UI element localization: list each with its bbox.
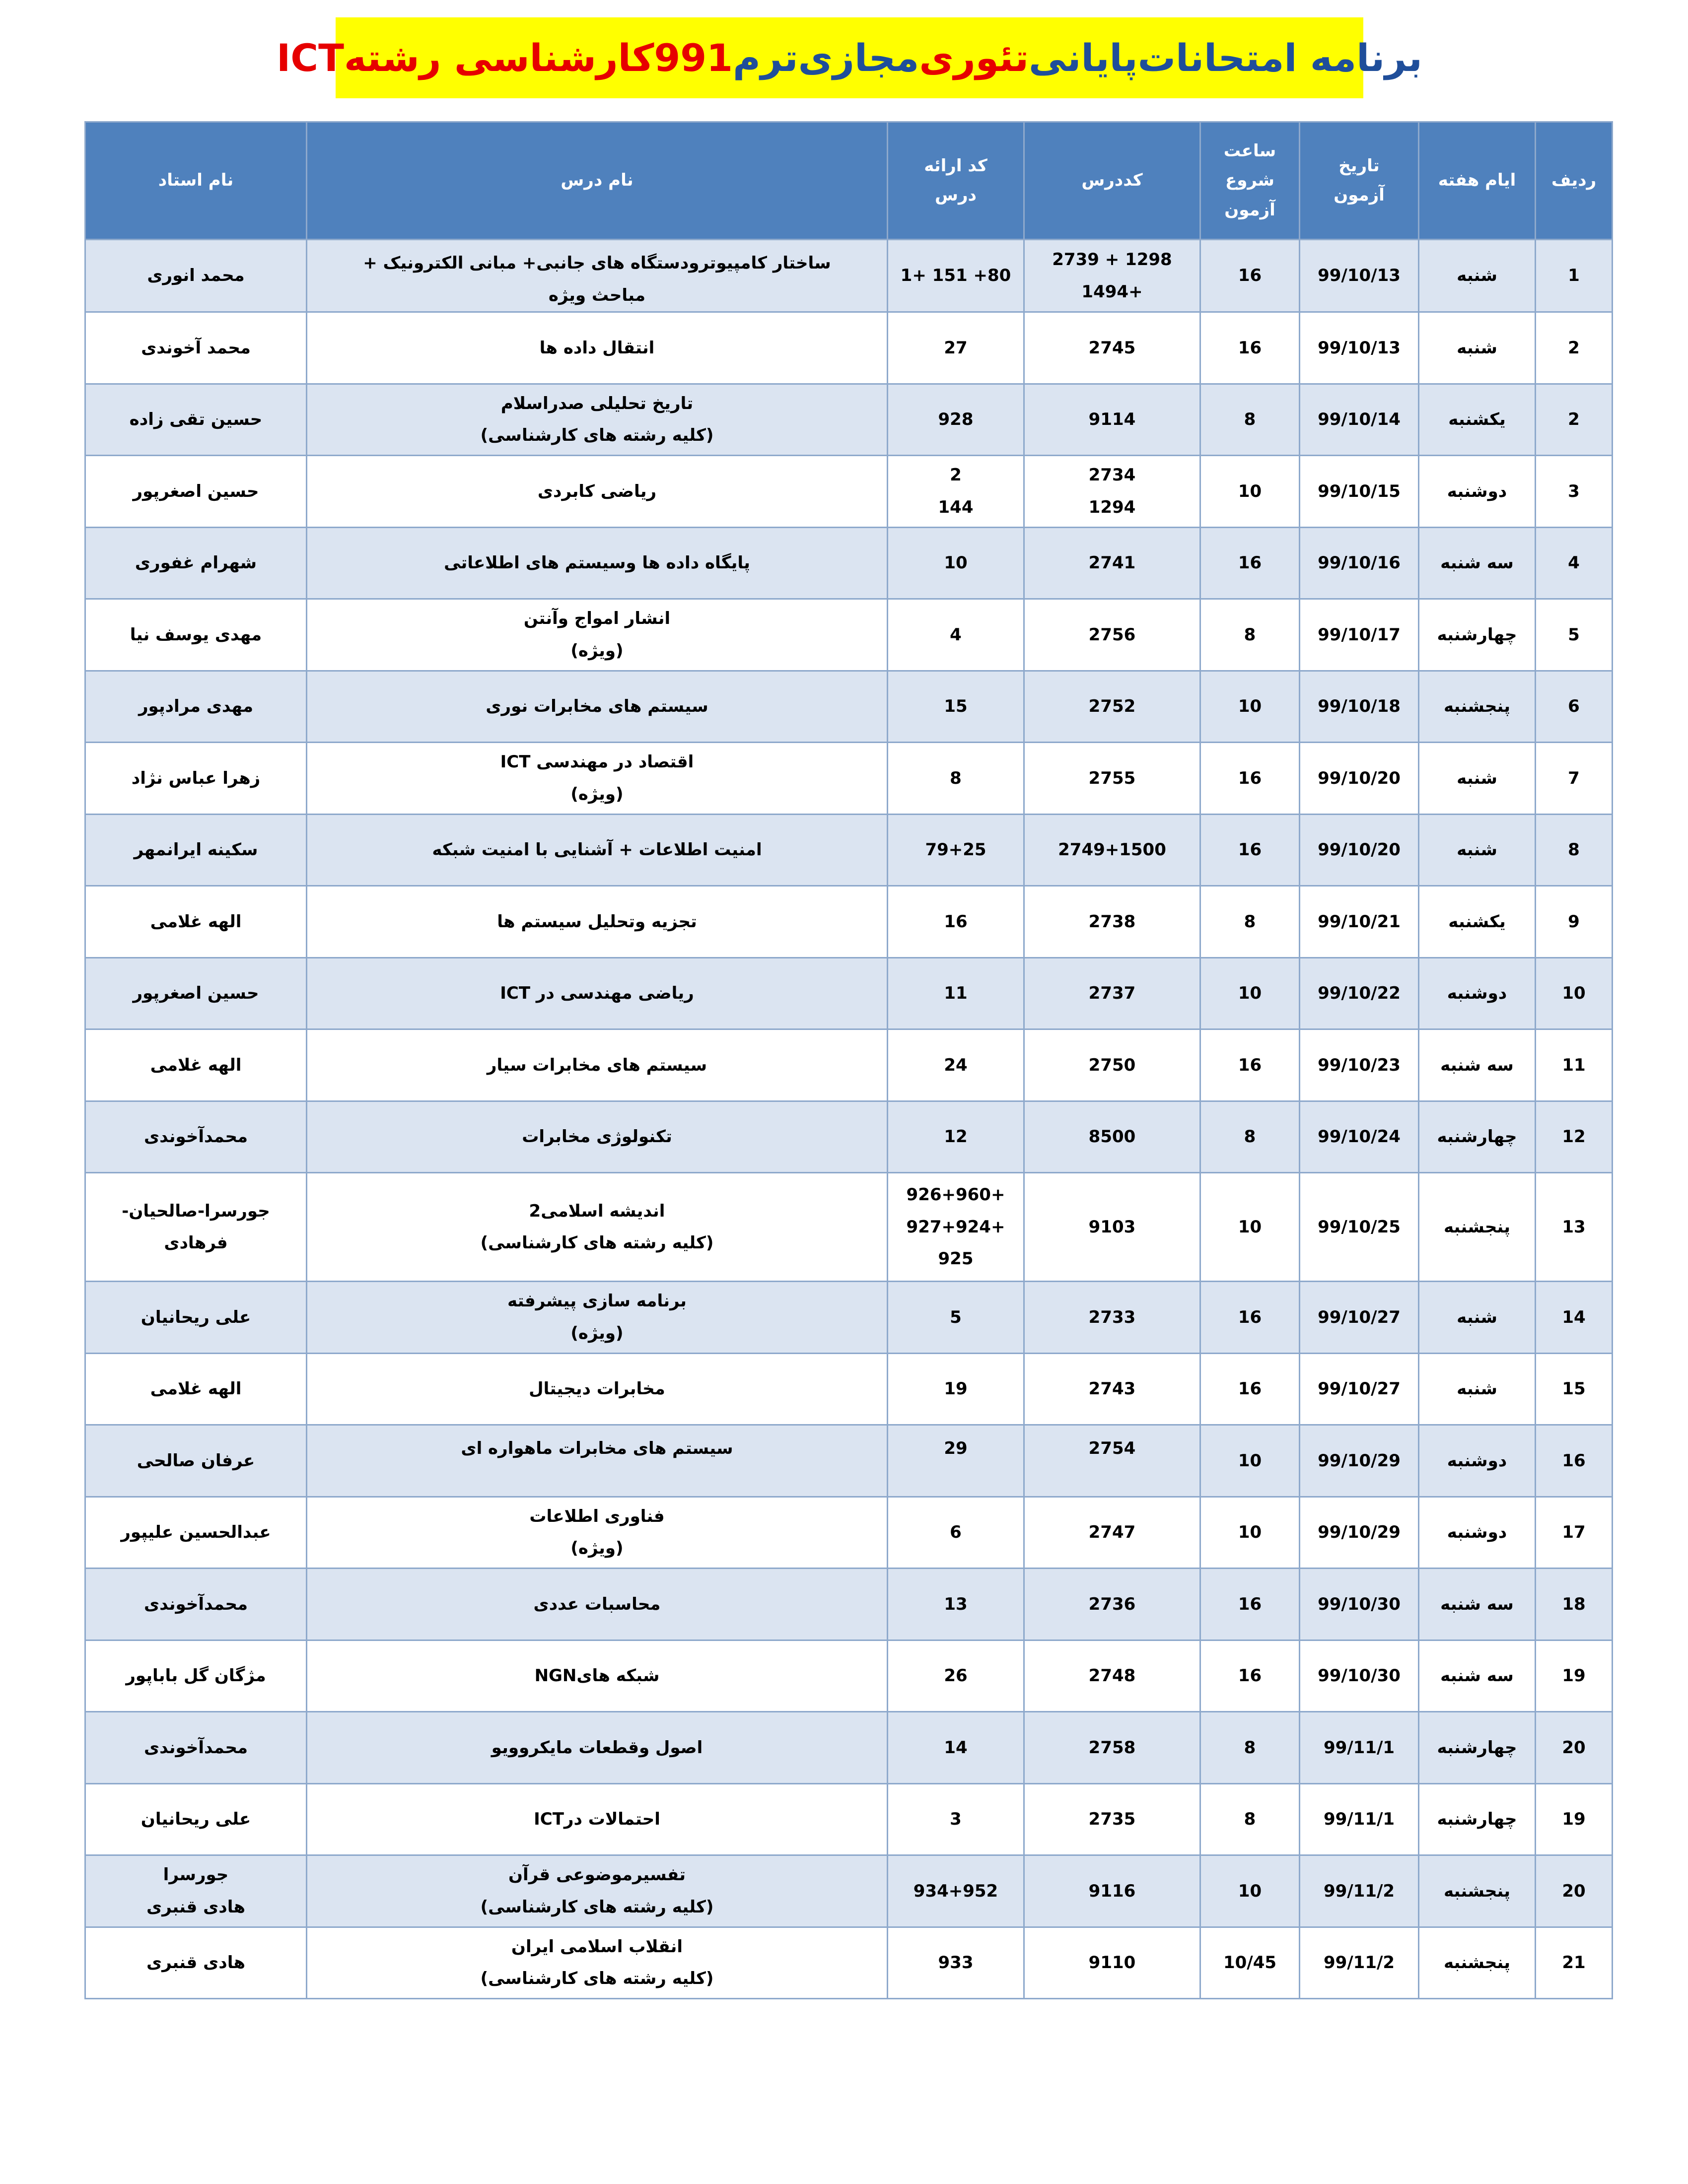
cell-hour: 10 <box>1200 1855 1300 1927</box>
header-day: ایام هفته <box>1419 122 1536 240</box>
table-row <box>85 1101 1613 1173</box>
cell-course-code: 2737 <box>1024 957 1200 1029</box>
cell-radif: 11 <box>1536 1029 1613 1101</box>
cell-hour: 10 <box>1200 957 1300 1029</box>
cell-hour: 10 <box>1200 1173 1300 1282</box>
cell-radif: 2 <box>1536 312 1613 384</box>
cell-course-code: 9116 <box>1024 1855 1200 1927</box>
cell-teacher: علی ریحانیان <box>85 1783 307 1855</box>
header-hour: ساعت شروع آزمون <box>1200 122 1300 240</box>
cell-course-name: مخابرات دیجیتال <box>307 1353 888 1425</box>
table-row <box>85 1855 1613 1927</box>
cell-course-code: 2735 <box>1024 1783 1200 1855</box>
cell-teacher: حسین اصغرپور <box>85 957 307 1029</box>
cell-hour: 16 <box>1200 312 1300 384</box>
cell-course-name: انشار امواج وآنتن (ویژه) <box>307 599 888 671</box>
cell-course-name: تکنولوژی مخابرات <box>307 1101 888 1173</box>
cell-hour: 8 <box>1200 1712 1300 1784</box>
cell-teacher: محمد آخوندی <box>85 312 307 384</box>
cell-date: 99/11/2 <box>1300 1855 1419 1927</box>
cell-radif: 1 <box>1536 240 1613 312</box>
cell-course-name: ساختار کامپیوتر‌ودستگاه های جانبی+ مبانی الکترونیک + مباحث ویژه <box>307 240 888 312</box>
cell-radif: 12 <box>1536 1101 1613 1173</box>
cell-hour: 8 <box>1200 599 1300 671</box>
cell-day: پنجشنبه <box>1419 671 1536 743</box>
cell-offer-code: 8 <box>888 743 1024 815</box>
cell-course-code: 2755 <box>1024 743 1200 815</box>
table-row <box>85 1927 1613 1999</box>
cell-date: 99/10/30 <box>1300 1640 1419 1712</box>
cell-hour: 16 <box>1200 743 1300 815</box>
cell-radif: 19 <box>1536 1640 1613 1712</box>
cell-teacher: عبدالحسین علیپور <box>85 1497 307 1569</box>
cell-course-code: 9103 <box>1024 1173 1200 1282</box>
cell-course-code: 2734 1294 <box>1024 456 1200 528</box>
cell-course-name: پایگاه داده ها وسیستم های اطلاعاتی <box>307 527 888 599</box>
cell-radif: 16 <box>1536 1425 1613 1497</box>
cell-course-code: 2754 <box>1024 1425 1200 1497</box>
cell-radif: 17 <box>1536 1497 1613 1569</box>
cell-day: شنبه <box>1419 312 1536 384</box>
cell-course-name: امنیت اطلاعات + آشنایی با امنیت شبکه <box>307 814 888 886</box>
cell-date: 99/10/27 <box>1300 1282 1419 1354</box>
cell-offer-code: 12 <box>888 1101 1024 1173</box>
table-row <box>85 1640 1613 1712</box>
title-part-7: کارشناسی رشته <box>344 35 654 80</box>
cell-offer-code: 934+952 <box>888 1855 1024 1927</box>
cell-teacher: مهدی مرادپور <box>85 671 307 743</box>
table-row <box>85 1569 1613 1640</box>
cell-offer-code: 4 <box>888 599 1024 671</box>
cell-course-name: برنامه سازی پیشرفته (ویژه) <box>307 1282 888 1354</box>
cell-date: 99/10/13 <box>1300 312 1419 384</box>
cell-offer-code: 29 <box>888 1425 1024 1497</box>
cell-offer-code: 933 <box>888 1927 1024 1999</box>
cell-course-name: انقلاب اسلامی ایران (کلیه رشته های کارشناسی) <box>307 1927 888 1999</box>
cell-hour: 10 <box>1200 1497 1300 1569</box>
cell-offer-code: 16 <box>888 886 1024 958</box>
title-part-5: ترم <box>733 35 798 80</box>
cell-course-name: سیستم های مخابرات نوری <box>307 671 888 743</box>
cell-teacher: الهه غلامی <box>85 1353 307 1425</box>
cell-course-name: تاریخ تحلیلی صدراسلام (کلیه رشته های کارشناسی) <box>307 384 888 456</box>
header-date: تاریخ آزمون <box>1300 122 1419 240</box>
page-title <box>277 17 1422 98</box>
cell-radif: 15 <box>1536 1353 1613 1425</box>
cell-teacher: محمدآخوندی <box>85 1101 307 1173</box>
cell-course-name: اندیشه اسلامی2 (کلیه رشته های کارشناسی) <box>307 1173 888 1282</box>
cell-hour: 10 <box>1200 671 1300 743</box>
cell-hour: 16 <box>1200 1353 1300 1425</box>
cell-day: دوشنبه <box>1419 1425 1536 1497</box>
title-part-6: 991 <box>654 35 733 80</box>
cell-hour: 16 <box>1200 1640 1300 1712</box>
cell-course-name: ریاضی مهندسی در ICT <box>307 957 888 1029</box>
title-part-8: ICT <box>277 35 344 80</box>
cell-radif: 20 <box>1536 1855 1613 1927</box>
cell-radif: 10 <box>1536 957 1613 1029</box>
cell-teacher: حسین تقی زاده <box>85 384 307 456</box>
cell-course-code: 2741 <box>1024 527 1200 599</box>
cell-date: 99/10/27 <box>1300 1353 1419 1425</box>
table-row <box>85 1173 1613 1282</box>
cell-date: 99/10/21 <box>1300 886 1419 958</box>
cell-hour: 10 <box>1200 1425 1300 1497</box>
cell-date: 99/10/18 <box>1300 671 1419 743</box>
cell-offer-code: 6 <box>888 1497 1024 1569</box>
cell-offer-code: 19 <box>888 1353 1024 1425</box>
cell-course-code: 8500 <box>1024 1101 1200 1173</box>
cell-hour: 16 <box>1200 1282 1300 1354</box>
cell-teacher: محمدآخوندی <box>85 1712 307 1784</box>
cell-hour: 10/45 <box>1200 1927 1300 1999</box>
cell-day: شنبه <box>1419 743 1536 815</box>
cell-teacher: زهرا عباس نژاد <box>85 743 307 815</box>
cell-offer-code: 26 <box>888 1640 1024 1712</box>
cell-hour: 16 <box>1200 814 1300 886</box>
cell-teacher: الهه غلامی <box>85 886 307 958</box>
cell-date: 99/11/2 <box>1300 1927 1419 1999</box>
cell-date: 99/10/16 <box>1300 527 1419 599</box>
cell-teacher: شهرام غفوری <box>85 527 307 599</box>
cell-teacher: مهدی یوسف نیا <box>85 599 307 671</box>
cell-offer-code: 27 <box>888 312 1024 384</box>
cell-date: 99/10/25 <box>1300 1173 1419 1282</box>
cell-radif: 3 <box>1536 456 1613 528</box>
table-row <box>85 814 1613 886</box>
cell-radif: 18 <box>1536 1569 1613 1640</box>
cell-date: 99/10/20 <box>1300 814 1419 886</box>
cell-offer-code: 15 <box>888 671 1024 743</box>
cell-offer-code: +926+960 +927+924 925 <box>888 1173 1024 1282</box>
cell-hour: 8 <box>1200 886 1300 958</box>
cell-course-code: 2743 <box>1024 1353 1200 1425</box>
cell-hour: 16 <box>1200 527 1300 599</box>
cell-date: 99/10/30 <box>1300 1569 1419 1640</box>
cell-course-name: سیستم های مخابرات سیار <box>307 1029 888 1101</box>
cell-day: پنجشنبه <box>1419 1927 1536 1999</box>
cell-day: سه شنبه <box>1419 1029 1536 1101</box>
table-row <box>85 240 1613 312</box>
cell-day: دوشنبه <box>1419 456 1536 528</box>
header-course-code: کددرس <box>1024 122 1200 240</box>
cell-course-name: اصول وقطعات مایکروویو <box>307 1712 888 1784</box>
cell-course-code: 1298 + 2739 +1494 <box>1024 240 1200 312</box>
cell-course-code: 2745 <box>1024 312 1200 384</box>
exam-schedule-table <box>84 121 1613 1999</box>
header-offer-code: کد ارائه درس <box>888 122 1024 240</box>
cell-teacher: الهه غلامی <box>85 1029 307 1101</box>
cell-day: سه شنبه <box>1419 527 1536 599</box>
cell-course-name: اقتصاد در مهندسی ICT (ویژه) <box>307 743 888 815</box>
cell-day: چهارشنبه <box>1419 1101 1536 1173</box>
cell-day: یکشنبه <box>1419 384 1536 456</box>
cell-hour: 8 <box>1200 1101 1300 1173</box>
cell-teacher: عرفان صالحی <box>85 1425 307 1497</box>
cell-radif: 13 <box>1536 1173 1613 1282</box>
cell-offer-code: 79+25 <box>888 814 1024 886</box>
cell-course-name: انتقال داده ها <box>307 312 888 384</box>
cell-course-name: احتمالات درICT <box>307 1783 888 1855</box>
header-radif: ردیف <box>1536 122 1613 240</box>
cell-course-code: 2748 <box>1024 1640 1200 1712</box>
table-row <box>85 957 1613 1029</box>
cell-radif: 21 <box>1536 1927 1613 1999</box>
table-row <box>85 527 1613 599</box>
cell-hour: 8 <box>1200 1783 1300 1855</box>
cell-date: 99/11/1 <box>1300 1712 1419 1784</box>
cell-radif: 14 <box>1536 1282 1613 1354</box>
cell-teacher: محمدآخوندی <box>85 1569 307 1640</box>
title-part-1: برنامه امتحانات <box>1137 35 1422 80</box>
cell-course-name: محاسبات عددی <box>307 1569 888 1640</box>
cell-hour: 8 <box>1200 384 1300 456</box>
cell-day: یکشنبه <box>1419 886 1536 958</box>
cell-date: 99/10/29 <box>1300 1425 1419 1497</box>
cell-day: شنبه <box>1419 1353 1536 1425</box>
cell-offer-code: 11 <box>888 957 1024 1029</box>
header-teacher: نام استاد <box>85 122 307 240</box>
cell-course-name: فناوری اطلاعات (ویژه) <box>307 1497 888 1569</box>
cell-course-code: 2749+1500 <box>1024 814 1200 886</box>
cell-offer-code: 14 <box>888 1712 1024 1784</box>
cell-course-code: 2758 <box>1024 1712 1200 1784</box>
cell-offer-code: 80+ 151 +1 <box>888 240 1024 312</box>
cell-offer-code: 3 <box>888 1783 1024 1855</box>
cell-offer-code: 13 <box>888 1569 1024 1640</box>
table-header-row <box>85 122 1613 240</box>
table-row <box>85 886 1613 958</box>
cell-course-code: 2750 <box>1024 1029 1200 1101</box>
cell-day: شنبه <box>1419 814 1536 886</box>
table-row <box>85 1282 1613 1354</box>
table-row <box>85 671 1613 743</box>
cell-course-code: 2756 <box>1024 599 1200 671</box>
cell-date: 99/10/24 <box>1300 1101 1419 1173</box>
table-row <box>85 1425 1613 1497</box>
header-course-name: نام درس <box>307 122 888 240</box>
table-row <box>85 1497 1613 1569</box>
cell-course-code: 2747 <box>1024 1497 1200 1569</box>
cell-course-code: 2736 <box>1024 1569 1200 1640</box>
cell-course-name: تفسیرموضوعی قرآن (کلیه رشته های کارشناسی) <box>307 1855 888 1927</box>
table-row <box>85 599 1613 671</box>
cell-date: 99/10/23 <box>1300 1029 1419 1101</box>
cell-teacher: حسین اصغرپور <box>85 456 307 528</box>
cell-date: 99/10/13 <box>1300 240 1419 312</box>
cell-day: سه شنبه <box>1419 1640 1536 1712</box>
cell-offer-code: 2 144 <box>888 456 1024 528</box>
cell-date: 99/10/20 <box>1300 743 1419 815</box>
cell-hour: 16 <box>1200 1029 1300 1101</box>
cell-radif: 7 <box>1536 743 1613 815</box>
cell-day: چهارشنبه <box>1419 1783 1536 1855</box>
cell-course-code: 2752 <box>1024 671 1200 743</box>
cell-radif: 19 <box>1536 1783 1613 1855</box>
cell-course-code: 9110 <box>1024 1927 1200 1999</box>
cell-radif: 6 <box>1536 671 1613 743</box>
cell-radif: 2 <box>1536 384 1613 456</box>
table-row <box>85 1353 1613 1425</box>
table-row <box>85 384 1613 456</box>
cell-day: چهارشنبه <box>1419 599 1536 671</box>
cell-course-code: 2733 <box>1024 1282 1200 1354</box>
cell-radif: 5 <box>1536 599 1613 671</box>
title-part-4: مجازی <box>798 35 919 80</box>
cell-offer-code: 928 <box>888 384 1024 456</box>
cell-hour: 10 <box>1200 456 1300 528</box>
cell-course-name: تجزیه وتحلیل سیستم ها <box>307 886 888 958</box>
cell-teacher: هادی قنبری <box>85 1927 307 1999</box>
cell-hour: 16 <box>1200 240 1300 312</box>
cell-day: پنجشنبه <box>1419 1173 1536 1282</box>
cell-radif: 20 <box>1536 1712 1613 1784</box>
cell-course-name: سیستم های مخابرات ماهواره ای <box>307 1425 888 1497</box>
cell-teacher: سکینه ایرانمهر <box>85 814 307 886</box>
cell-teacher: علی ریحانیان <box>85 1282 307 1354</box>
cell-day: شنبه <box>1419 1282 1536 1354</box>
cell-day: دوشنبه <box>1419 1497 1536 1569</box>
cell-day: چهارشنبه <box>1419 1712 1536 1784</box>
cell-day: پنجشنبه <box>1419 1855 1536 1927</box>
table-row <box>85 456 1613 528</box>
cell-offer-code: 5 <box>888 1282 1024 1354</box>
title-part-3: تئوری <box>919 35 1029 80</box>
cell-course-name: شبکه هایNGN <box>307 1640 888 1712</box>
cell-day: شنبه <box>1419 240 1536 312</box>
cell-course-code: 9114 <box>1024 384 1200 456</box>
cell-date: 99/10/17 <box>1300 599 1419 671</box>
cell-hour: 16 <box>1200 1569 1300 1640</box>
cell-offer-code: 10 <box>888 527 1024 599</box>
cell-radif: 4 <box>1536 527 1613 599</box>
cell-course-name: ریاضی کابردی <box>307 456 888 528</box>
cell-teacher: جورسرا هادی قنبری <box>85 1855 307 1927</box>
cell-date: 99/10/29 <box>1300 1497 1419 1569</box>
cell-date: 99/10/14 <box>1300 384 1419 456</box>
table-row <box>85 1712 1613 1784</box>
title-part-2: پایانی <box>1029 35 1138 80</box>
cell-date: 99/11/1 <box>1300 1783 1419 1855</box>
cell-teacher: مژگان گل باباپور <box>85 1640 307 1712</box>
table-row <box>85 312 1613 384</box>
table-row <box>85 1029 1613 1101</box>
cell-teacher: محمد انوری <box>85 240 307 312</box>
cell-course-code: 2738 <box>1024 886 1200 958</box>
cell-offer-code: 24 <box>888 1029 1024 1101</box>
cell-date: 99/10/15 <box>1300 456 1419 528</box>
cell-radif: 9 <box>1536 886 1613 958</box>
table-row <box>85 1783 1613 1855</box>
cell-radif: 8 <box>1536 814 1613 886</box>
cell-day: سه شنبه <box>1419 1569 1536 1640</box>
table-row <box>85 743 1613 815</box>
cell-date: 99/10/22 <box>1300 957 1419 1029</box>
cell-day: دوشنبه <box>1419 957 1536 1029</box>
cell-teacher: جورسرا-صالحیان- فرهادی <box>85 1173 307 1282</box>
